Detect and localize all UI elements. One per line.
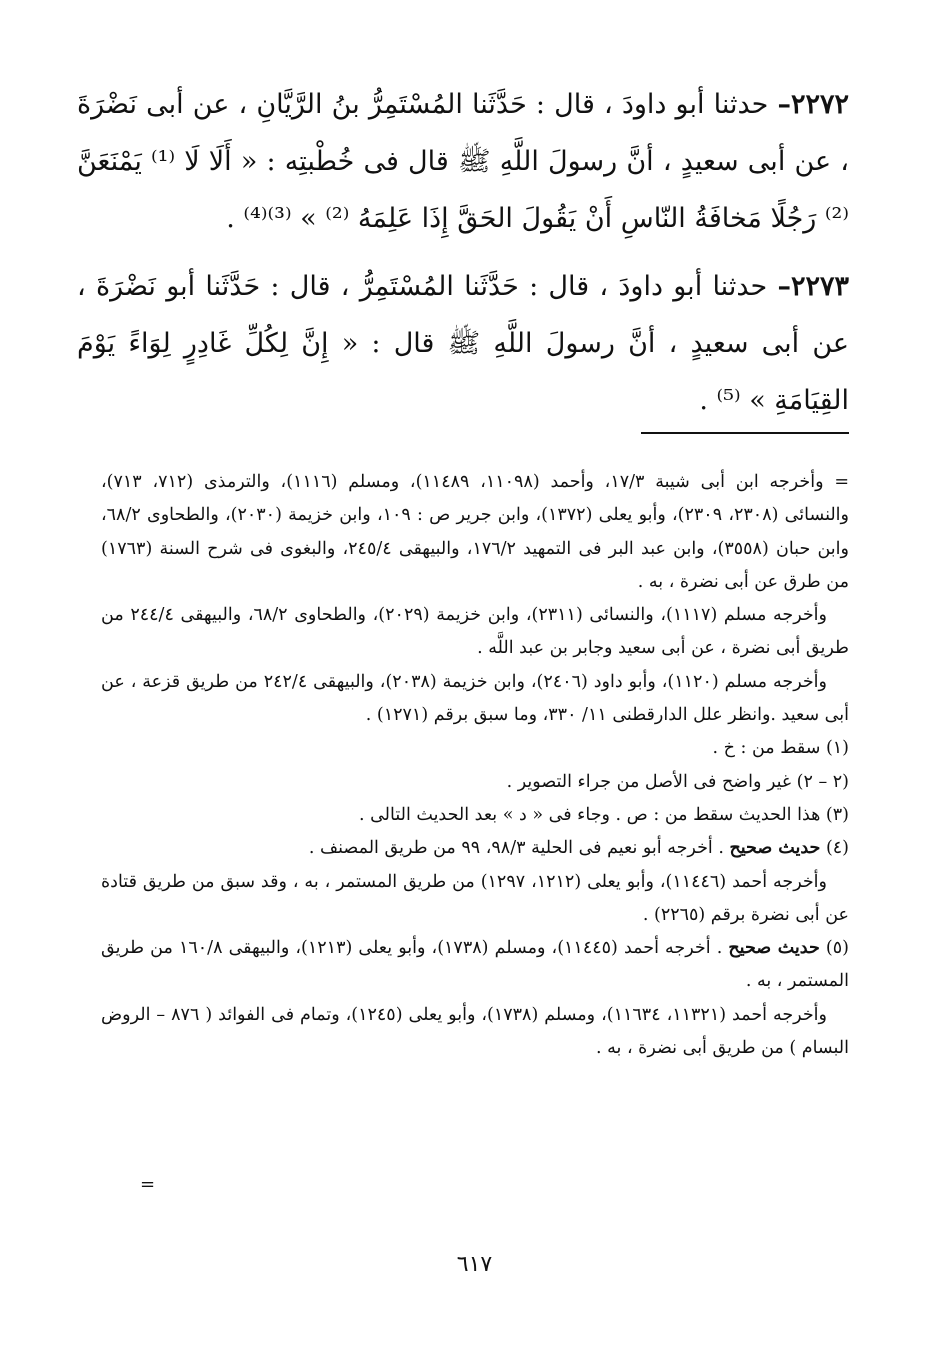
- continuation-mark: =: [140, 1174, 156, 1195]
- footnotes: [101, 466, 849, 1065]
- grading-label: حديث صحيح: [728, 938, 820, 959]
- hadith-2273: [77, 258, 849, 429]
- footnote-line: وأخرجه أحمد (١١٣٢١، ١١٦٣٤)، ومسلم (١٧٣٨)، وأبو يعلى (١٢٤٥)، وتمام فى الفوائد ( ٨٧٦ – الروض البسام ) من طريق أبى نضرة ، به .: [101, 1004, 849, 1059]
- hadith-number: ٢٢٧٢–: [777, 89, 849, 120]
- footnote-line: وأخرجه مسلم (١١١٧)، والنسائى (٢٣١١)، وابن خزيمة (٢٠٢٩)، والطحاوى ٦٨/٢، والبيهقى ٢٤٤/٤ من طريق أبى نضرة ، عن أبى سعيد وجابر بن عبد اللَّه .: [101, 605, 849, 659]
- footnote-3: (٣) هذا الحديث سقط من : ص . وجاء فى « د » بعد الحديث التالى .: [358, 804, 849, 825]
- hadith-number: ٢٢٧٣–: [777, 271, 849, 302]
- hadith-2272: [77, 76, 849, 247]
- footnote-5: [101, 932, 849, 999]
- footnote-4: [101, 832, 849, 865]
- footnote-text: . أخرجه أبو نعيم فى الحلية ٩٨/٣، ٩٩ من طريق المصنف .: [308, 838, 724, 859]
- footnote-text: . أخرجه أحمد (١١٤٤٥)، ومسلم (١٧٣٨)، وأبو يعلى (١٢١٣)، والبيهقى ١٦٠/٨ من طريق المستمر ، به .: [101, 938, 849, 992]
- footnote-marker: (٤): [825, 838, 849, 859]
- page-number: ٦١٧: [456, 1252, 493, 1277]
- footnote-1: (١) سقط من : خ .: [712, 738, 849, 759]
- footnote-line: وأخرجه مسلم (١١٢٠)، وأبو داود (٢٤٠٦)، وابن خزيمة (٢٠٣٨)، والبيهقى ٢٤٢/٤ من طريق قزعة ، عن أبى سعيد .وانظر علل الدارقطنى ١١/ ٣٣٠، وما سبق برقم (١٢٧١) .: [101, 671, 849, 726]
- hadith-text: حدثنا أبو داودَ ، قال : حَدَّثَنا المُسْتَمِرُّ ، قال : حَدَّثَنا أبو نَضْرَةَ ، عن أبى سعيدٍ ، أنَّ رسولَ اللَّهِ ﷺ قال : « إِنَّ لِكُلِّ غَادِرٍ لِوَاءً يَوْمَ القِيَامَةِ » ⁽⁵⁾ .: [77, 271, 849, 416]
- footnote-divider: [641, 432, 849, 434]
- hadith-text: حدثنا أبو داودَ ، قال : حَدَّثَنا المُسْتَمِرُّ بنُ الرَّيَّانِ ، عن أبى نَضْرَةَ ، عن أبى سعيدٍ ، أنَّ رسولَ اللَّهِ ﷺ قال فى خُطْبتِه : « أَلَا لَا ⁽¹⁾ يَمْنَعَنَّ ⁽²⁾ رَجُلًا مَخافَةُ النّاسِ أَنْ يَقُولَ الحَقَّ إِذَا عَلِمَهُ ⁽²⁾ » ⁽³⁾⁽⁴⁾ .: [77, 89, 849, 234]
- footnote-continuation: = وأخرجه ابن أبى شيبة ١٧/٣، وأحمد (١١٠٩٨، ١١٤٨٩)، ومسلم (١١١٦)، والترمذى (٧١٢، ٧١٣)، والنسائى (٢٣٠٨، ٢٣٠٩)، وأبو يعلى (١٣٧٢)، وابن جرير ص : ١٠٩، وابن خزيمة (٢٠٣٠)، والطحاوى ٦٨/٢، وابن حبان (٣٥٥٨)، وابن عبد البر فى التمهيد ١٧٦/٢، والبيهقى ٢٤٥/٤، والبغوى فى شرح السنة (١٧٦٣) من طرق عن أبى نضرة ، به .: [101, 472, 849, 592]
- grading-label: حديث صحيح: [729, 838, 821, 859]
- footnote-2: (٢ – ٢) غير واضح فى الأصل من جراء التصوير .: [506, 771, 849, 792]
- footnote-marker: (٥): [825, 938, 849, 959]
- footnote-line: وأخرجه أحمد (١١٤٤٦)، وأبو يعلى (١٢١٢، ١٢٩٧) من طريق المستمر ، به ، وقد سبق من طريق قتادة عن أبى نضرة برقم (٢٢٦٥) .: [101, 871, 849, 925]
